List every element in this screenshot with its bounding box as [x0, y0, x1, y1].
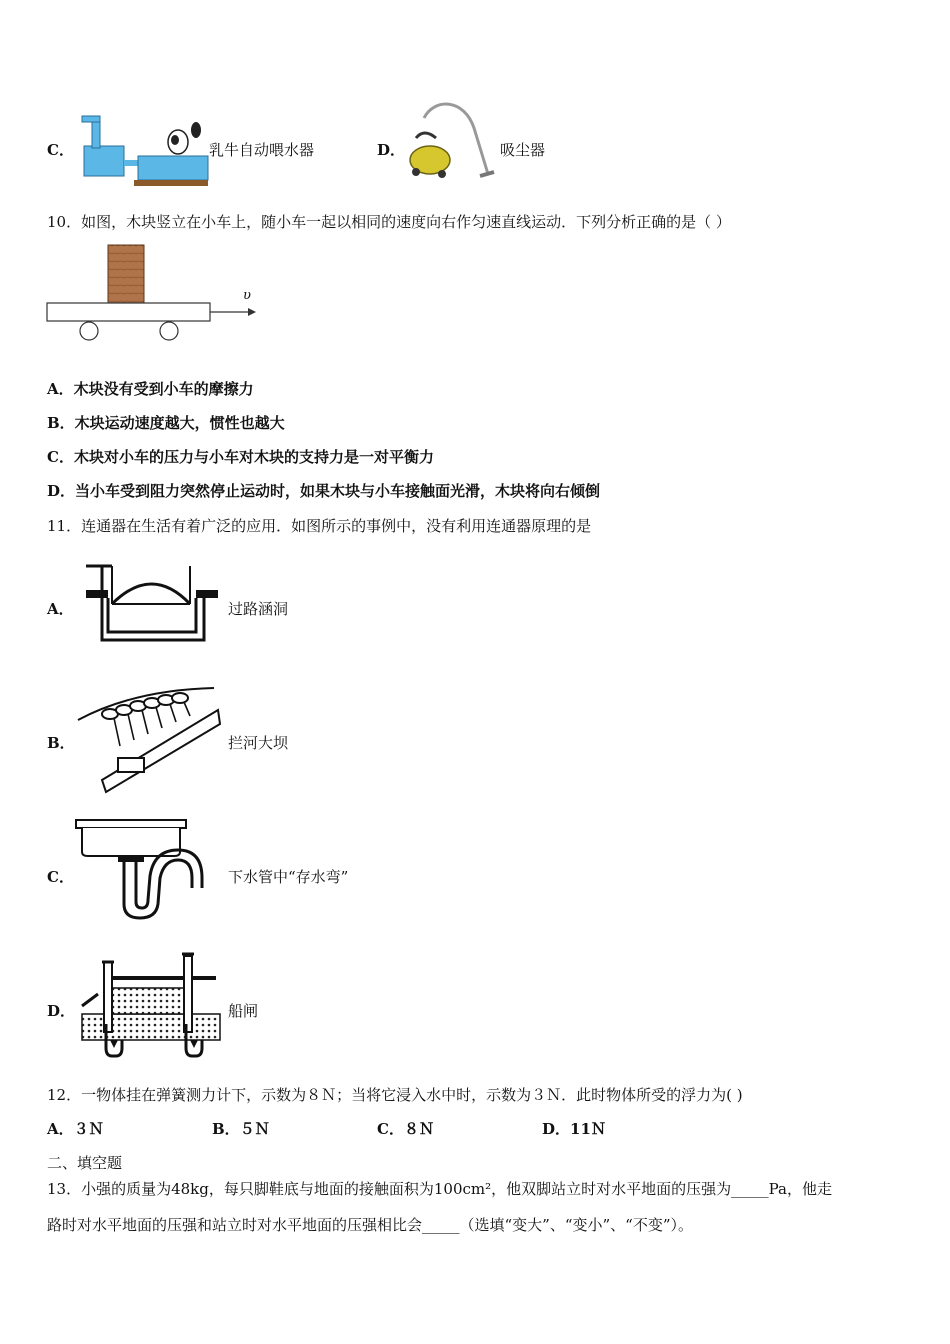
q11-option-d-label: 船闸	[228, 1002, 259, 1020]
q11-stem: 11．连通器在生活有着广泛的应用．如图所示的事例中，没有利用连通器原理的是	[47, 517, 592, 535]
q9-option-d-letter: D．	[377, 141, 406, 159]
vacuum-cleaner-illustration	[404, 98, 496, 184]
q9-option-c-letter: C．	[47, 141, 74, 159]
q13-line1: 13．小强的质量为48kg，每只脚鞋底与地面的接触面积为100cm²，他双脚站立时对水平地面的压强为_____Pa，他走	[47, 1180, 832, 1198]
q10-option-a: A．木块没有受到小车的摩擦力	[47, 380, 254, 398]
q11-option-c-label: 下水管中“存水弯”	[228, 868, 349, 886]
ship-lock-illustration	[80, 944, 222, 1060]
velocity-label: υ	[243, 288, 251, 303]
section-title: 二、填空题	[47, 1154, 123, 1172]
dam-illustration	[74, 684, 222, 796]
q13-line2: 路时对水平地面的压强和站立时对水平地面的压强相比会_____（选填“变大”、“变小”、“不变”）。	[47, 1216, 694, 1234]
q12-option-c: C．８Ｎ	[377, 1120, 434, 1138]
q11-option-b-label: 拦河大坝	[228, 734, 289, 752]
q11-option-b-letter: B．	[47, 734, 75, 752]
q10-option-c: C．木块对小车的压力与小车对木块的支持力是一对平衡力	[47, 448, 434, 466]
q12-option-b: B．５Ｎ	[212, 1120, 270, 1138]
q12-stem: 12．一物体挂在弹簧测力计下，示数为８Ｎ；当将它浸入水中时，示数为３Ｎ．此时物体所受的浮力为( )	[47, 1086, 743, 1104]
q11-option-d-letter: D．	[47, 1002, 76, 1020]
q9-option-c-label: 乳牛自动喂水器	[209, 141, 315, 159]
culvert-illustration	[82, 556, 222, 648]
q11-option-c-letter: C．	[47, 868, 74, 886]
q10-cart-block-figure	[46, 242, 266, 346]
q10-option-b: B．木块运动速度越大，惯性也越大	[47, 414, 285, 432]
q9-option-d-label: 吸尘器	[500, 141, 546, 159]
q12-option-a: A．３Ｎ	[47, 1120, 104, 1138]
cow-water-feeder-illustration	[78, 112, 208, 188]
q12-option-d: D．11Ｎ	[542, 1120, 606, 1138]
sink-trap-illustration	[74, 818, 222, 926]
q10-option-d: D．当小车受到阻力突然停止运动时，如果木块与小车接触面光滑，木块将向右倾倒	[47, 482, 601, 500]
q11-option-a-letter: A．	[47, 600, 74, 618]
q10-stem: 10．如图，木块竖立在小车上，随小车一起以相同的速度向右作匀速直线运动．下列分析正确的是（ ）	[47, 213, 731, 231]
q11-option-a-label: 过路涵洞	[228, 600, 289, 618]
